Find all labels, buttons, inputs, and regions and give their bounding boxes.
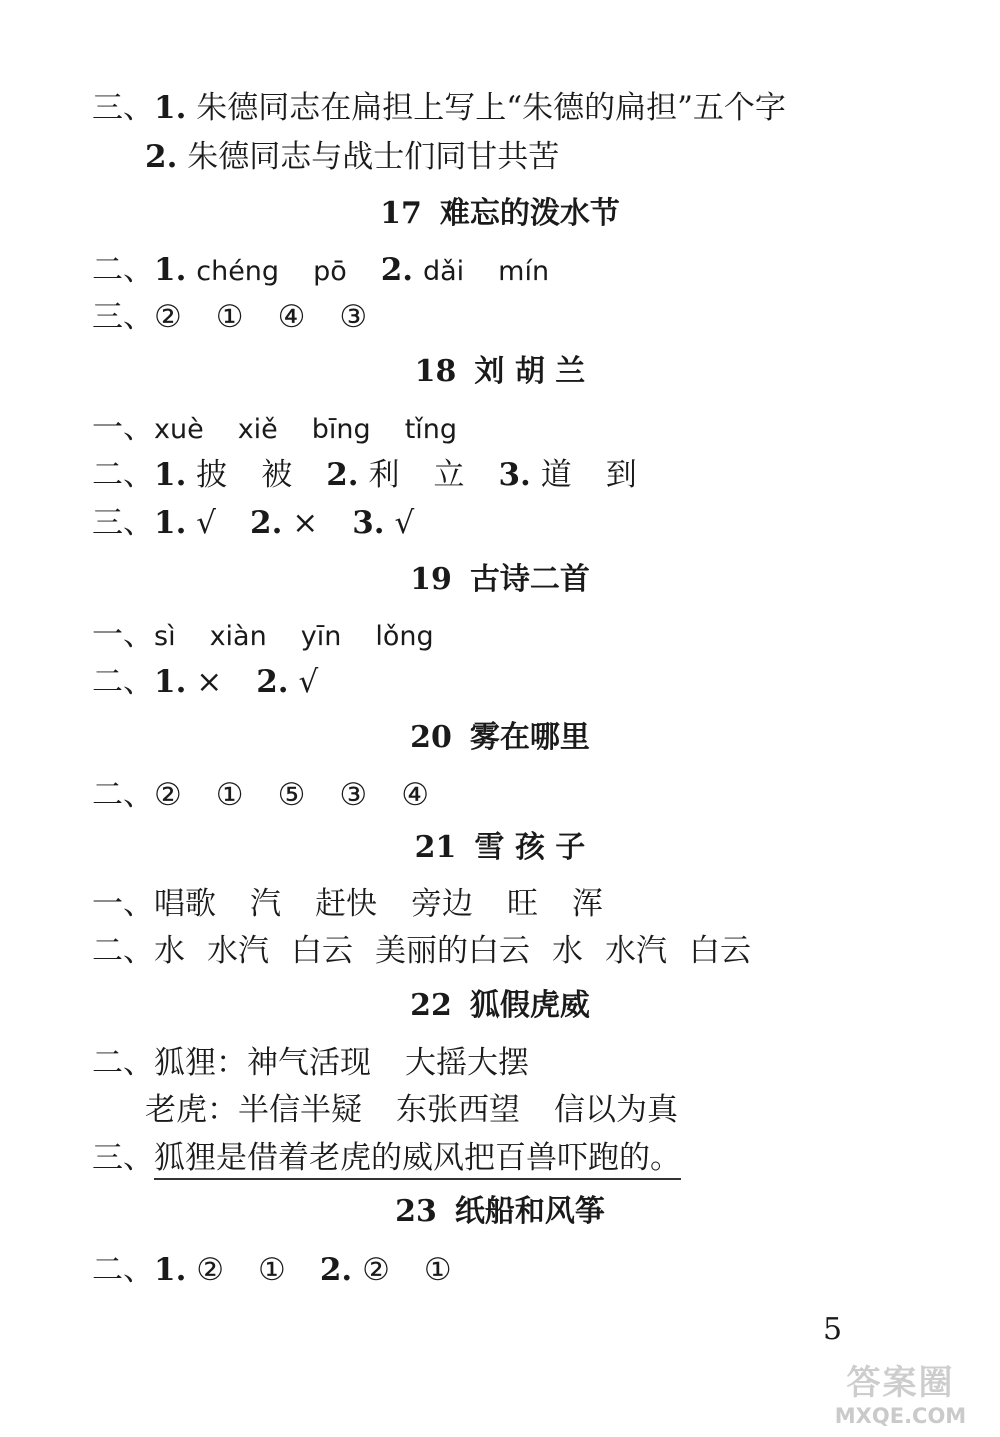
item-number: 1. bbox=[154, 252, 187, 288]
section-label: 三、 bbox=[92, 1140, 154, 1176]
answer-item: 唱歌 bbox=[154, 886, 216, 922]
sec22-san bbox=[92, 1138, 681, 1178]
sec22-er-line1 bbox=[92, 1043, 529, 1083]
sec21-er bbox=[92, 931, 751, 971]
page-number: 5 bbox=[823, 1312, 843, 1347]
pinyin: yīn bbox=[300, 621, 342, 652]
sec18-san bbox=[92, 503, 414, 543]
lesson-name: 雾在哪里 bbox=[469, 720, 590, 755]
answer-item: 水汽 bbox=[605, 933, 667, 969]
section-label: 二、 bbox=[92, 933, 154, 969]
sec23-er bbox=[92, 1250, 452, 1290]
lesson-number: 17 bbox=[380, 196, 422, 231]
watermark-url: MXQE.COM bbox=[834, 1404, 967, 1428]
lesson-number: 22 bbox=[410, 988, 452, 1023]
section-label: 一、 bbox=[92, 886, 154, 922]
answer-item: ② bbox=[196, 1252, 225, 1288]
item-number: 2. bbox=[256, 664, 289, 700]
answer-item: 浑 bbox=[572, 886, 603, 922]
character-label: 老虎： bbox=[145, 1092, 238, 1128]
answer-item: 旺 bbox=[507, 886, 538, 922]
lesson-title-22 bbox=[0, 986, 1000, 1026]
pinyin: pō bbox=[313, 256, 347, 287]
pinyin: bīng bbox=[311, 414, 371, 445]
answer-text: 朱德同志在扁担上写上“朱德的扁担”五个字 bbox=[196, 90, 786, 126]
answer-item: 半信半疑 bbox=[238, 1092, 362, 1128]
section-label: 三、 bbox=[92, 90, 154, 126]
lesson-number: 21 bbox=[414, 830, 457, 865]
watermark bbox=[808, 1355, 993, 1428]
answer-item: 水 bbox=[154, 933, 185, 969]
answer-item: ④ bbox=[401, 777, 429, 813]
sec16-san-line2 bbox=[145, 137, 559, 177]
lesson-number: 18 bbox=[414, 354, 457, 389]
pinyin: mín bbox=[498, 256, 550, 287]
pinyin: chéng bbox=[196, 256, 280, 287]
answer-item: 立 bbox=[433, 457, 465, 493]
pinyin: xiě bbox=[237, 414, 278, 445]
section-label: 二、 bbox=[92, 777, 154, 813]
answer-item: ① bbox=[215, 299, 244, 335]
lesson-number: 23 bbox=[395, 1194, 437, 1229]
answer-text: 朱德同志与战士们同甘共苦 bbox=[187, 139, 560, 175]
pinyin: lǒng bbox=[375, 621, 434, 652]
lesson-name: 古诗二首 bbox=[469, 562, 590, 597]
item-number: 1. bbox=[154, 1252, 187, 1288]
section-label: 三、 bbox=[92, 505, 154, 541]
item-number: 1. bbox=[154, 90, 187, 126]
answer-item: ③ bbox=[339, 777, 368, 813]
item-number: 2. bbox=[145, 139, 178, 175]
cross-mark: × bbox=[292, 505, 319, 541]
sec16-san-line1 bbox=[92, 88, 786, 128]
lesson-name: 难忘的泼水节 bbox=[439, 196, 620, 231]
section-label: 三、 bbox=[92, 299, 154, 335]
section-label: 二、 bbox=[92, 252, 154, 288]
item-number: 2. bbox=[319, 1252, 353, 1288]
answer-item: 白云 bbox=[689, 933, 751, 969]
pinyin: tǐng bbox=[404, 414, 458, 445]
answer-item: 东张西望 bbox=[396, 1092, 520, 1128]
item-number: 1. bbox=[154, 505, 187, 541]
sec20-er bbox=[92, 775, 429, 815]
answer-item: 利 bbox=[368, 457, 400, 493]
answer-item: 水汽 bbox=[207, 933, 269, 969]
section-label: 二、 bbox=[92, 664, 154, 700]
answer-item: 白云 bbox=[291, 933, 353, 969]
answer-item: 水 bbox=[552, 933, 583, 969]
answer-item: ⑤ bbox=[277, 777, 306, 813]
lesson-title-20 bbox=[0, 718, 1000, 758]
section-label: 一、 bbox=[92, 617, 154, 653]
section-label: 一、 bbox=[92, 410, 154, 446]
answer-item: ② bbox=[154, 299, 182, 335]
answer-item: 旁边 bbox=[411, 886, 473, 922]
section-label: 二、 bbox=[92, 1045, 154, 1081]
lesson-number: 19 bbox=[410, 562, 452, 597]
item-number: 2. bbox=[380, 252, 414, 288]
answer-item: ② bbox=[154, 777, 182, 813]
lesson-title-19 bbox=[0, 560, 1000, 600]
answer-item: ① bbox=[258, 1252, 286, 1288]
lesson-title-17 bbox=[0, 194, 1000, 234]
watermark-logo: 答案圈 bbox=[846, 1363, 955, 1403]
item-number: 1. bbox=[154, 664, 187, 700]
pinyin: xuè bbox=[154, 414, 204, 445]
lesson-number: 20 bbox=[410, 720, 452, 755]
pinyin: dǎi bbox=[422, 256, 465, 287]
pinyin: sì bbox=[154, 621, 176, 652]
sec19-er bbox=[92, 662, 318, 702]
answer-item: 信以为真 bbox=[554, 1092, 678, 1128]
sec17-er bbox=[92, 250, 549, 292]
underlined-answer: 狐狸是借着老虎的威风把百兽吓跑的。 bbox=[154, 1140, 681, 1180]
item-number: 3. bbox=[352, 505, 385, 541]
pinyin: xiàn bbox=[209, 621, 267, 652]
lesson-title-23 bbox=[0, 1192, 1000, 1232]
answer-item: 美丽的白云 bbox=[375, 933, 530, 969]
item-number: 2. bbox=[326, 457, 359, 493]
lesson-name: 雪 孩 子 bbox=[474, 830, 586, 865]
lesson-title-21 bbox=[0, 828, 1000, 868]
lesson-name: 纸船和风筝 bbox=[454, 1194, 605, 1229]
character-label: 狐狸： bbox=[154, 1045, 247, 1081]
section-label: 二、 bbox=[92, 457, 154, 493]
lesson-name: 狐假虎威 bbox=[469, 988, 590, 1023]
sec21-yi bbox=[92, 884, 603, 924]
item-number: 1. bbox=[154, 457, 187, 493]
sec22-er-line2 bbox=[145, 1090, 678, 1130]
sec18-yi bbox=[92, 408, 457, 450]
sec18-er bbox=[92, 455, 637, 495]
answer-item: ① bbox=[215, 777, 244, 813]
lesson-name: 刘 胡 兰 bbox=[474, 354, 586, 389]
answer-item: 道 bbox=[540, 457, 572, 493]
answer-item: ② bbox=[362, 1252, 390, 1288]
lesson-title-18 bbox=[0, 352, 1000, 392]
answer-item: ① bbox=[423, 1252, 452, 1288]
answer-item: 大摇大摆 bbox=[405, 1045, 529, 1081]
answer-item: 到 bbox=[605, 457, 637, 493]
answer-item: 汽 bbox=[250, 886, 281, 922]
sec19-yi bbox=[92, 615, 434, 657]
item-number: 2. bbox=[250, 505, 283, 541]
check-mark: √ bbox=[394, 505, 415, 541]
check-mark: √ bbox=[298, 664, 319, 700]
answer-item: 披 bbox=[196, 457, 228, 493]
answer-item: 被 bbox=[261, 457, 293, 493]
item-number: 3. bbox=[498, 457, 531, 493]
cross-mark: × bbox=[196, 664, 223, 700]
answer-item: ④ bbox=[277, 299, 306, 335]
section-label: 二、 bbox=[92, 1252, 154, 1288]
answer-item: ③ bbox=[339, 299, 368, 335]
sec17-san bbox=[92, 297, 367, 337]
check-mark: √ bbox=[196, 505, 216, 541]
answer-item: 神气活现 bbox=[247, 1045, 371, 1081]
answer-item: 赶快 bbox=[315, 886, 377, 922]
